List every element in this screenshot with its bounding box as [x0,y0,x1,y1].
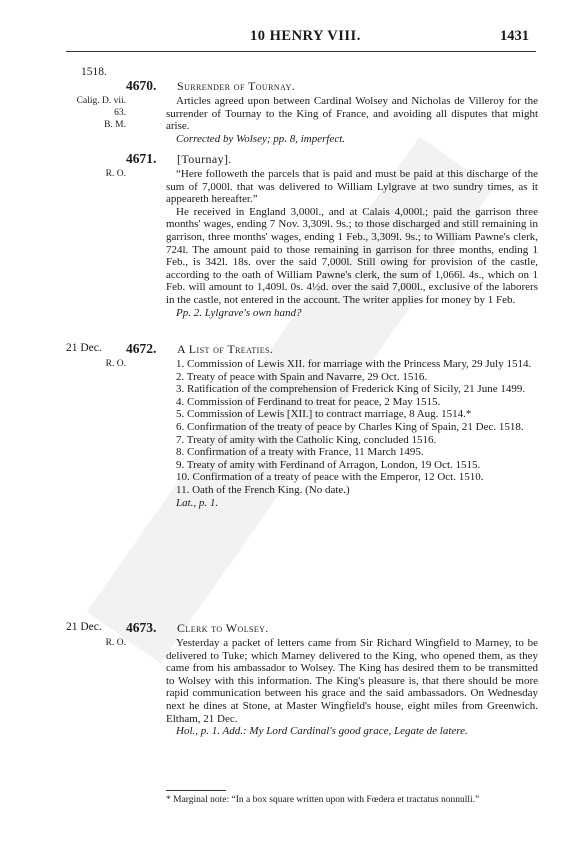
entry-text [166,95,538,145]
entry-source: R. O. [105,359,126,369]
entry-note: Hol., p. 1. Add.: My Lord Cardinal's good grace, Legate de latere. [176,725,468,738]
entry-number: 4673. [126,620,157,635]
list-item: 1. Commission of Lewis XII. for marriage with the Princess Mary, 29 July 1514. [176,358,532,370]
list-item: 2. Treaty of peace with Spain and Navarre, 29 Oct. 1516. [176,370,428,383]
entry-source: R. O. [105,638,126,648]
entry-paragraph: Yesterday a packet of letters came from Sir Richard Wingfield to Marney, to be delivered to Tuke; which Marney delivered to the King, who opened them, as they came from his ambassador to Wolsey. The King has desired them to be transmitted to Wolsey with this information. The King's pleasure is, that there should be more rapid communication between his grace and the said ambassadors. On Wednesday next he dines at Stone, at Master Wingfield's house, eight miles from Greenwich. Eltham, 21 Dec. [166,637,538,725]
entry-number: 4670. [126,78,157,93]
entry-heading: Clerk to Wolsey. [177,621,269,635]
entry-paragraph: Articles agreed upon between Cardinal Wolsey and Nicholas de Villeroy for the surrender of Tournay to the King of France, and avoiding all disputes that might arise. [166,95,538,133]
entry-date: 21 Dec. [66,342,102,354]
header-rule [66,51,536,52]
entry-heading: A List of Treaties. [177,342,274,356]
list-item: 10. Confirmation of a treaty of peace with the Emperor, 12 Oct. 1510. [176,471,484,484]
entry-number: 4672. [126,341,157,356]
year-label: 1518. [81,66,107,78]
entry-note: Lat., p. 1. [176,496,219,509]
entry-note: Pp. 2. Lylgrave's own hand? [176,306,302,319]
treaty-list [166,358,538,509]
entry-number: 4671. [126,151,157,166]
list-item: 9. Treaty of amity with Ferdinand of Arragon, London, 19 Oct. 1515. [176,458,481,471]
entry-paragraph: He received in England 3,000l., and at Calais 4,000l.; paid the garrison three months' wages, ending 7 Nov. 3,309l. 9s.; to those discharged and still remaining in garrison, three months' wages, ending 1 Feb., 3,309l. 9s.; to William Pawne's clerk, 724l. The amount paid to those remaining in garrison for three months, ending 1 Feb., is 342l. 18s. over the said 7,000l. Still owing for provision of the castle, according to the oath of William Pawne's clerk, the sum of 1,066l. 4s., which on 1 Feb. will amount to 1,409l. 0s. 4½d. over the said 7,000l., exclusive of the laborers in the castle, not entered in the account. The writer applies for money by 1 Feb. [166,205,538,306]
entry-heading: [Tournay]. [177,152,232,166]
list-item: 4. Commission of Ferdinand to treat for peace, 2 May 1515. [176,395,441,408]
entry-source: Calig. D. vii. 63. B. M. [76,96,126,130]
running-head-title: 10 HENRY VIII. [250,28,361,44]
footnote: * Marginal note: “In a box square written upon with Fœdera et tractatus nonnulli.” [166,795,480,805]
list-item: 3. Ratification of the comprehension of Frederick King of Sicily, 21 June 1499. [176,383,526,396]
page-number: 1431 [500,28,529,44]
entry-heading: Surrender of Tournay. [177,79,296,93]
entry-paragraph: “Here followeth the parcels that is paid and must be paid at this discharge of the sum of 7,000l. that was delivered to William Lylgrave at two sundry times, as it appeareth hereafter.” [166,168,538,206]
entry-note: Corrected by Wolsey; pp. 8, imperfect. [176,132,346,145]
entry-text [166,637,538,738]
list-item: 8. Confirmation of a treaty with France, 11 March 1495. [176,446,424,459]
list-item: 11. Oath of the French King. (No date.) [176,483,350,496]
list-item: 7. Treaty of amity with the Catholic King, concluded 1516. [176,433,437,446]
entry-text [166,168,538,319]
list-item: 5. Commission of Lewis [XII.] to contract marriage, 8 Aug. 1514.* [176,408,472,421]
list-item: 6. Confirmation of the treaty of peace by Charles King of Spain, 21 Dec. 1518. [176,420,524,433]
entry-date: 21 Dec. [66,621,102,633]
footnote-rule [166,790,226,791]
running-head [0,28,567,50]
entry-source: R. O. [105,169,126,179]
